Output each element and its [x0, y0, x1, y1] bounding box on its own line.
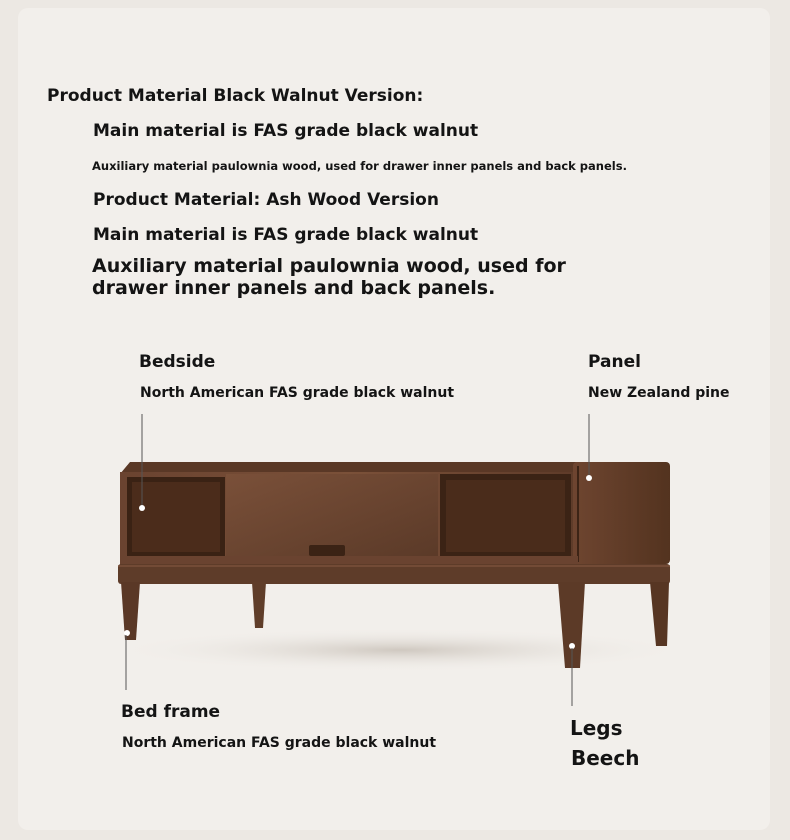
leg-back-right [650, 582, 669, 646]
walnut-main-material: Main material is FAS grade black walnut [93, 121, 479, 141]
base-frame [118, 564, 670, 584]
drawer-front [226, 474, 438, 556]
walnut-version-heading: Product Material Black Walnut Version: [47, 86, 424, 106]
legs-label: Legs [570, 716, 623, 740]
floor-shadow [110, 628, 690, 672]
panel-material: New Zealand pine [588, 385, 730, 401]
walnut-auxiliary-material: Auxiliary material paulownia wood, used for drawer inner panels and back panels. [92, 159, 627, 173]
bedside-callout-dot [139, 505, 145, 511]
leg-back-left [252, 582, 266, 628]
leg-front-left [121, 582, 140, 640]
bed-frame-material: North American FAS grade black walnut [122, 735, 437, 751]
bed-frame-label: Bed frame [121, 702, 221, 722]
ash-main-material: Main material is FAS grade black walnut [93, 225, 479, 245]
drawer-handle-cutout [309, 545, 345, 556]
panel-callout-dot [586, 475, 592, 481]
bed-frame-callout-dot [124, 630, 130, 636]
bedside-label: Bedside [139, 352, 216, 372]
legs-material: Beech [571, 746, 640, 770]
ash-version-heading: Product Material: Ash Wood Version [93, 190, 439, 210]
ash-aux-line-1: Auxiliary material paulownia wood, used for [92, 255, 566, 277]
bedside-material: North American FAS grade black walnut [140, 385, 455, 401]
panel-label: Panel [588, 352, 641, 372]
ash-aux-line-2: drawer inner panels and back panels. [92, 277, 496, 299]
